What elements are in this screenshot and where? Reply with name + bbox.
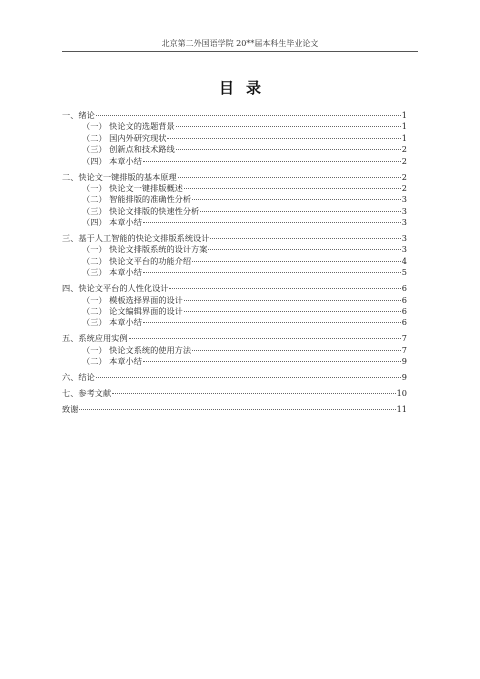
toc-page-number: 2 (401, 171, 407, 182)
toc-page-number: 1 (401, 132, 407, 143)
toc-dot-leader (208, 249, 400, 250)
toc-dot-leader (169, 288, 400, 289)
toc-section-entry[interactable] (62, 317, 407, 328)
toc-dot-leader (167, 138, 400, 139)
toc-chapter-entry[interactable] (62, 333, 407, 344)
toc-section-entry[interactable] (62, 144, 407, 155)
toc-entry-text: 七、参考文献 (62, 388, 112, 399)
toc-section-entry[interactable] (62, 244, 407, 255)
toc-chapter-entry[interactable] (62, 388, 407, 399)
toc-dot-leader (143, 161, 401, 162)
toc-page-number: 9 (401, 372, 407, 383)
toc-section-entry[interactable] (62, 156, 407, 167)
toc-section-entry[interactable] (62, 183, 407, 194)
toc-entry-text: 四、快论文平台的人性化设计 (62, 283, 169, 294)
toc-entry-text: （三） 快论文排版的快速性分析 (82, 205, 200, 216)
toc-dot-leader (129, 338, 401, 339)
toc-dot-leader (96, 115, 401, 116)
toc-chapter-entry[interactable] (62, 404, 407, 415)
toc-dot-leader (143, 222, 401, 223)
toc-entry-text: （三） 创新点和技术路线 (82, 144, 175, 155)
toc-entry-text: （四） 本章小结 (82, 155, 142, 166)
toc-chapter-entry[interactable] (62, 372, 407, 383)
toc-section-entry[interactable] (62, 356, 407, 367)
toc-page-number: 2 (401, 155, 407, 166)
toc-dot-leader (210, 238, 400, 239)
toc-dot-leader (143, 322, 401, 323)
toc-page-number: 3 (401, 244, 407, 255)
toc-entry-text: （二） 智能排版的准确性分析 (82, 194, 192, 205)
toc-entry-text: 二、快论文一键排版的基本原理 (62, 171, 177, 182)
toc-dot-leader (96, 377, 401, 378)
toc-entry-text: （二） 国内外研究现状 (82, 132, 167, 143)
toc-page-number: 1 (401, 110, 407, 120)
toc-page-number: 2 (401, 144, 407, 155)
toc-page-number: 6 (401, 306, 407, 317)
toc-dot-leader (192, 261, 401, 262)
running-header: 北京第二外国语学院 20**届本科生毕业论文 (161, 39, 319, 48)
toc-page-number: 6 (401, 283, 407, 294)
toc-section-entry[interactable] (62, 133, 407, 144)
toc-dot-leader (176, 149, 401, 150)
toc-chapter-entry[interactable] (62, 110, 407, 121)
toc-section-entry[interactable] (62, 217, 407, 228)
toc-page-number: 3 (401, 217, 407, 228)
header-rule (62, 51, 418, 52)
toc-title: 目录 (218, 79, 273, 97)
toc-entry-text: （二） 本章小结 (82, 356, 142, 367)
toc-dot-leader (143, 361, 401, 362)
toc-dot-leader (143, 272, 401, 273)
toc-entry-text: （三） 本章小结 (82, 267, 142, 278)
toc-page-number: 3 (401, 233, 407, 244)
toc-page-number: 3 (401, 194, 407, 205)
toc-page-number: 11 (396, 404, 407, 415)
toc-entry-text: 致谢 (62, 404, 79, 415)
toc-page-number: 6 (401, 294, 407, 305)
toc-section-entry[interactable] (62, 267, 407, 278)
toc-page-number: 6 (401, 317, 407, 328)
toc-entry-text: （二） 论文编辑界面的设计 (82, 306, 183, 317)
toc-section-entry[interactable] (62, 306, 407, 317)
toc-section-entry[interactable] (62, 345, 407, 356)
toc-section-entry[interactable] (62, 256, 407, 267)
toc-entry-text: （一） 模板选择界面的设计 (82, 294, 183, 305)
toc-chapter-entry[interactable] (62, 283, 407, 294)
toc-entry-text: （一） 快论文排版系统的设计方案 (82, 244, 208, 255)
toc-entry-text: 六、结论 (62, 372, 95, 383)
toc-dot-leader (112, 393, 395, 394)
toc-entry-text: （一） 快论文一键排版概述 (82, 182, 183, 193)
toc-page-number: 1 (401, 121, 407, 132)
toc-page-number: 7 (401, 344, 407, 355)
toc-dot-leader (192, 350, 401, 351)
toc-entry-text: 五、系统应用实例 (62, 333, 128, 344)
toc-entry-text: （一） 快论文的选题背景 (82, 121, 175, 132)
toc-entry-text: （三） 本章小结 (82, 317, 142, 328)
table-of-contents (62, 110, 407, 416)
toc-page-number: 2 (401, 182, 407, 193)
toc-page-number: 9 (401, 356, 407, 367)
toc-page-number: 5 (401, 267, 407, 278)
toc-section-entry[interactable] (62, 194, 407, 205)
toc-page-number: 3 (401, 205, 407, 216)
toc-page-number: 7 (401, 333, 407, 344)
toc-section-entry[interactable] (62, 121, 407, 132)
toc-section-entry[interactable] (62, 295, 407, 306)
toc-dot-leader (79, 409, 395, 410)
toc-dot-leader (200, 211, 401, 212)
toc-dot-leader (184, 188, 401, 189)
toc-chapter-entry[interactable] (62, 233, 407, 244)
toc-section-entry[interactable] (62, 206, 407, 217)
toc-entry-text: 三、基于人工智能的快论文排版系统设计 (62, 233, 210, 244)
toc-entry-text: 一、绪论 (62, 110, 95, 120)
toc-entry-text: （二） 快论文平台的功能介绍 (82, 255, 192, 266)
toc-dot-leader (184, 311, 401, 312)
toc-page-number: 10 (396, 388, 407, 399)
toc-dot-leader (178, 177, 401, 178)
toc-entry-text: （四） 本章小结 (82, 217, 142, 228)
toc-entry-text: （一） 快论文系统的使用方法 (82, 344, 192, 355)
toc-page-number: 4 (401, 255, 407, 266)
toc-dot-leader (176, 126, 401, 127)
toc-dot-leader (184, 300, 401, 301)
toc-dot-leader (192, 199, 401, 200)
toc-chapter-entry[interactable] (62, 172, 407, 183)
